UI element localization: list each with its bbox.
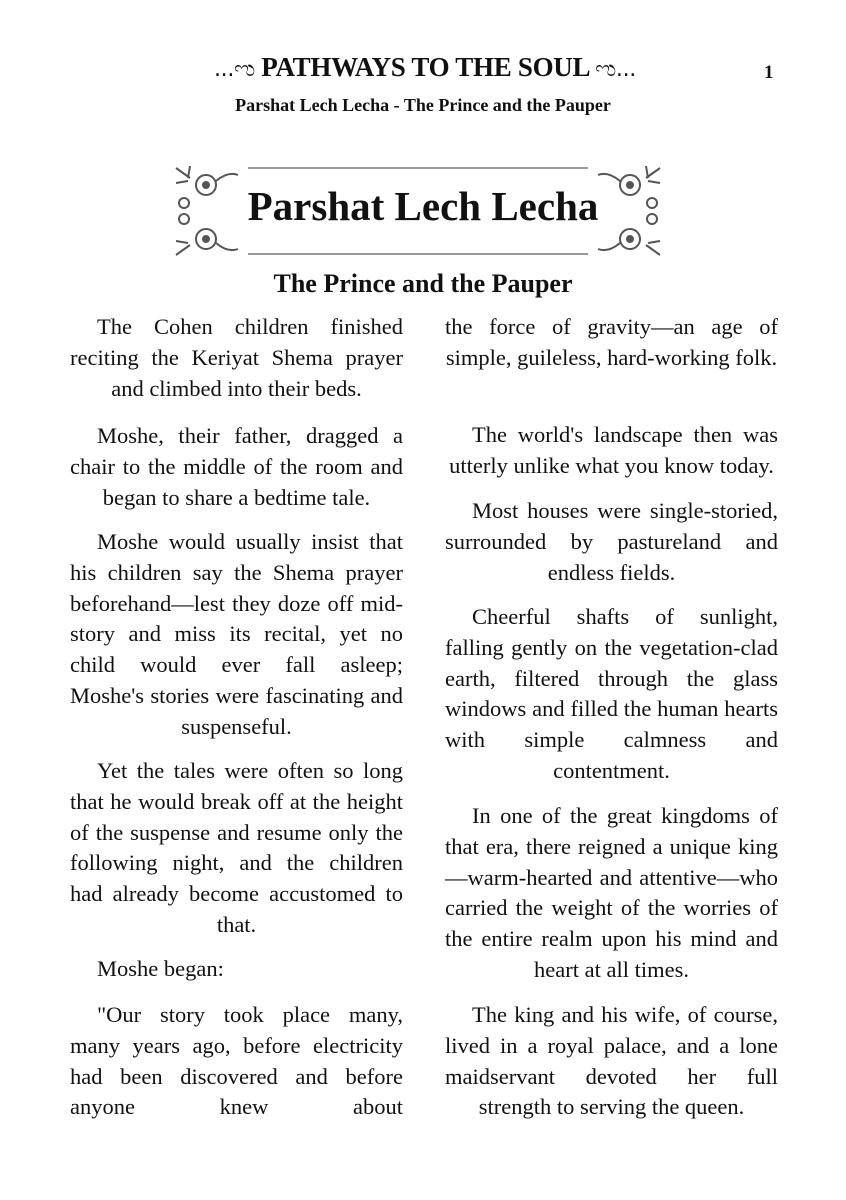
ornament-right: ಌ... [595,57,636,82]
paragraph: Moshe would usually insist that his children say the Shema prayer beforehand—lest they doze off mid-story and miss its recital, yet no child would ever fall asleep; Moshe's stories were fascinating and suspenseful. [70,529,403,739]
paragraph: The Cohen children finished reciting the Keriyat Shema prayer and climbed into their beds. [70,314,403,401]
ornament-left: ...ಌ [213,57,255,82]
paragraph: Moshe began: [97,956,224,981]
paragraph: Most houses were single-storied, surrounded by pastureland and endless fields. [445,498,778,585]
page-number: 1 [764,62,774,83]
paragraph: In one of the great kingdoms of that era, there reigned a unique king—warm-hearted and attentive—who carried the weight of the worries of the entire realm upon his mind and heart at all times. [445,803,778,982]
paragraph: Cheerful shafts of sunlight, falling gently on the vegetation-clad earth, filtered through the glass windows and filled the human hearts with simple calmness and contentment. [445,604,778,783]
paragraph: The king and his wife, of course, lived in a royal palace, and a lone maidservant devoted her full strength to serving the queen. [445,1002,778,1120]
paragraph: The world's landscape then was utterly unlike what you know today. [449,422,778,478]
chapter-title: Parshat Lech Lecha [247,183,599,229]
running-title: PATHWAYS TO THE SOUL [261,52,589,82]
running-header [130,52,720,83]
header-subtitle: Parshat Lech Lecha - The Prince and the Pauper [235,95,611,115]
paragraph: the force of gravity—an age of simple, guileless, hard-working folk. [445,314,778,370]
paragraph: Moshe, their father, dragged a chair to the middle of the room and began to share a bedtime tale. [70,423,403,510]
paragraph: "Our story took place many, many years ago, before electricity had been discovered and before anyone knew about [70,1002,403,1120]
paragraph: Yet the tales were often so long that he would break off at the height of the suspense and resume only the following night, and the children had already become accustomed to that. [70,758,403,937]
article-heading: The Prince and the Pauper [273,269,573,298]
